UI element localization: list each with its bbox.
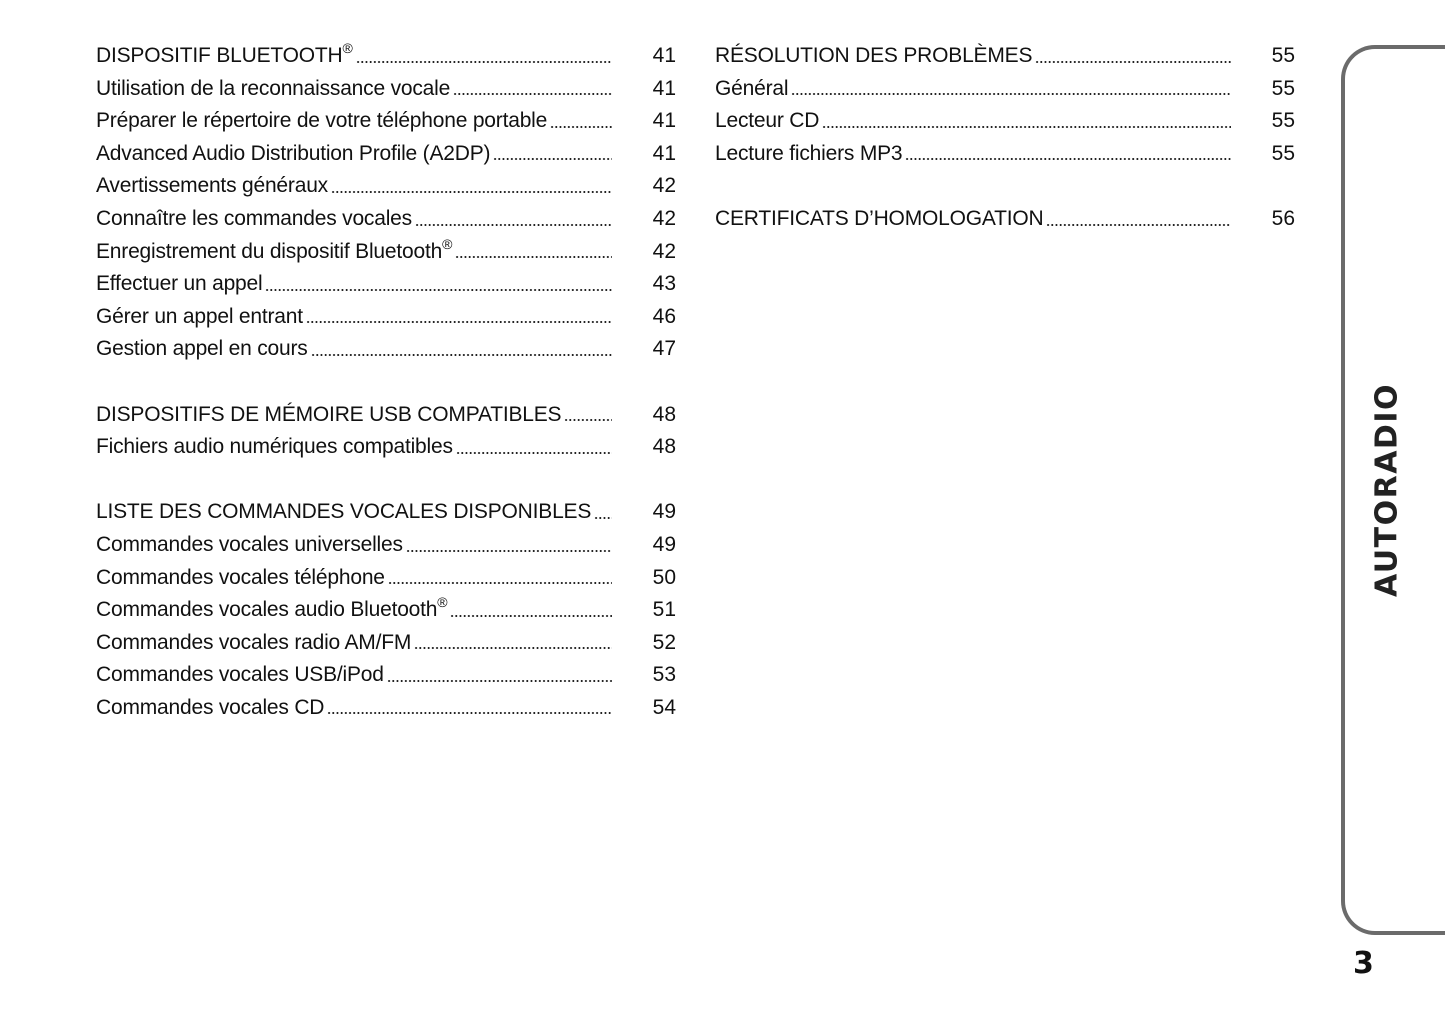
leader-dots — [493, 158, 612, 160]
toc-entry-page: 55 — [1271, 109, 1295, 133]
leader-dots — [388, 582, 612, 584]
toc-entry-page: 49 — [652, 500, 676, 524]
toc-entry-label: Lecteur CD — [715, 109, 820, 133]
leader-dots — [455, 256, 612, 258]
page-number: 3 — [1353, 946, 1374, 981]
toc-entry-page: 41 — [652, 44, 676, 67]
toc-entry-label: Effectuer un appel — [96, 272, 263, 296]
toc-entry-label: Avertissements généraux — [96, 174, 328, 198]
leader-dots — [450, 615, 612, 617]
toc-entry[interactable] — [715, 40, 1295, 73]
toc-entry-label: Commandes vocales CD — [96, 695, 325, 719]
toc-entry[interactable] — [715, 73, 1295, 106]
toc-entry-label: Général — [715, 76, 789, 100]
leader-dots — [905, 158, 1231, 160]
leader-dots — [265, 289, 612, 291]
toc-entry[interactable] — [96, 399, 676, 432]
toc-entry[interactable] — [715, 203, 1295, 236]
toc-entry-page: 42 — [652, 206, 676, 230]
toc-entry-page: 51 — [652, 598, 676, 622]
toc-entry[interactable] — [96, 105, 676, 138]
toc-entry-page: 48 — [652, 402, 676, 426]
toc-entry-page: 43 — [652, 272, 676, 296]
toc-left-column — [96, 40, 676, 724]
leader-dots — [791, 93, 1231, 95]
toc-entry-label: Connaître les commandes vocales — [96, 206, 412, 230]
toc-entry[interactable] — [715, 138, 1295, 171]
leader-dots — [453, 93, 612, 95]
toc-entry[interactable] — [96, 594, 676, 627]
toc-entry-page: 50 — [652, 565, 676, 589]
toc-entry-label: RÉSOLUTION DES PROBLÈMES — [715, 44, 1033, 67]
leader-dots — [1046, 224, 1231, 226]
toc-entry-page: 42 — [652, 174, 676, 198]
leader-dots — [415, 224, 612, 226]
toc-entry-page: 49 — [652, 532, 676, 556]
toc-entry-label: Utilisation de la reconnaissance vocale — [96, 76, 451, 100]
toc-entry[interactable] — [96, 236, 676, 269]
toc-entry-label: Enregistrement du dispositif Bluetooth® — [96, 235, 453, 263]
toc-entry[interactable] — [96, 333, 676, 366]
toc-entry-page: 42 — [652, 239, 676, 263]
toc-entry[interactable] — [96, 659, 676, 692]
toc-entry[interactable] — [96, 627, 676, 660]
toc-entry[interactable] — [96, 496, 676, 529]
toc-entry[interactable] — [96, 301, 676, 334]
toc-entry-label: Gestion appel en cours — [96, 337, 308, 361]
leader-dots — [414, 647, 612, 649]
toc-entry-page: 55 — [1271, 141, 1295, 165]
toc-entry-page: 55 — [1271, 76, 1295, 100]
toc-entry[interactable] — [96, 529, 676, 562]
leader-dots — [822, 126, 1231, 128]
toc-entry-label: Commandes vocales USB/iPod — [96, 663, 384, 687]
toc-entry[interactable] — [96, 170, 676, 203]
leader-dots — [406, 550, 612, 552]
toc-entry-page: 48 — [652, 435, 676, 459]
toc-entry[interactable] — [96, 138, 676, 171]
toc-entry-label: LISTE DES COMMANDES VOCALES DISPONIBLES — [96, 500, 592, 524]
leader-dots — [456, 452, 612, 454]
leader-dots — [1035, 61, 1231, 63]
toc-entry-page: 56 — [1271, 206, 1295, 230]
toc-entry[interactable] — [96, 73, 676, 106]
leader-dots — [356, 61, 612, 63]
toc-entry-label: DISPOSITIF BLUETOOTH® — [96, 40, 353, 67]
toc-entry-label: Préparer le répertoire de votre téléphone portable — [96, 109, 548, 133]
toc-entry-label: DISPOSITIFS DE MÉMOIRE USB COMPATIBLES — [96, 402, 562, 426]
leader-dots — [327, 712, 612, 714]
section-tab-label: AUTORADIO — [1369, 382, 1405, 598]
leader-dots — [306, 321, 612, 323]
toc-entry[interactable] — [96, 40, 676, 73]
leader-dots — [550, 126, 612, 128]
toc-entry-page: 41 — [652, 109, 676, 133]
toc-entry[interactable] — [715, 105, 1295, 138]
toc-entry-label: Commandes vocales universelles — [96, 532, 403, 556]
toc-entry-label: Lecture fichiers MP3 — [715, 141, 903, 165]
toc-entry[interactable] — [96, 268, 676, 301]
toc-entry[interactable] — [96, 203, 676, 236]
toc-entry-page: 53 — [652, 663, 676, 687]
leader-dots — [564, 419, 612, 421]
toc-entry-page: 46 — [652, 304, 676, 328]
toc-entry-label: Commandes vocales téléphone — [96, 565, 385, 589]
leader-dots — [331, 191, 612, 193]
leader-dots — [311, 354, 612, 356]
toc-entry-label: Commandes vocales radio AM/FM — [96, 630, 412, 654]
leader-dots — [594, 517, 612, 519]
toc-entry-label: Gérer un appel entrant — [96, 304, 303, 328]
toc-entry-label: CERTIFICATS D’HOMOLOGATION — [715, 206, 1044, 230]
toc-right-column — [715, 40, 1295, 236]
toc-entry[interactable] — [96, 562, 676, 595]
leader-dots — [387, 680, 612, 682]
toc-entry-label: Advanced Audio Distribution Profile (A2DP) — [96, 141, 491, 165]
toc-entry-label: Commandes vocales audio Bluetooth® — [96, 594, 448, 622]
toc-entry-page: 41 — [652, 141, 676, 165]
toc-entry-page: 55 — [1271, 44, 1295, 67]
toc-entry[interactable] — [96, 431, 676, 464]
toc-entry-page: 41 — [652, 76, 676, 100]
toc-entry-page: 52 — [652, 630, 676, 654]
toc-entry-page: 47 — [652, 337, 676, 361]
toc-entry-label: Fichiers audio numériques compatibles — [96, 435, 453, 459]
toc-entry-page: 54 — [652, 695, 676, 719]
toc-entry[interactable] — [96, 692, 676, 725]
